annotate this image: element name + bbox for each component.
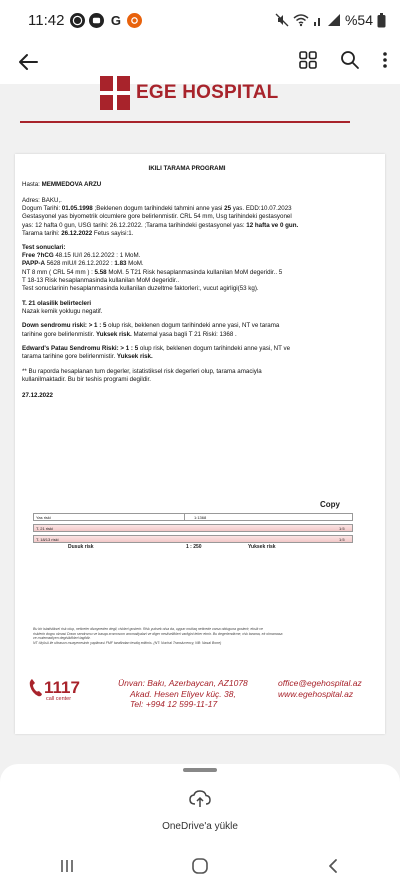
hospital-address: Ünvan: Bakı, Azerbaycan, AZ1078 Akad. Hesen Eliyev küç. 38, Tel: +994 12 599-11-17 — [118, 678, 248, 710]
t21-title: T. 21 olasilik belirtecleri — [22, 299, 92, 307]
patient-line: Hasta: MEMMEDOVA ARZU — [22, 181, 102, 189]
onedrive-upload-label: OneDrive'a yükle — [162, 821, 238, 832]
low-risk-label: Dusuk risk — [68, 544, 94, 550]
website-link: www.egehospital.az — [278, 688, 354, 699]
nt-line: NT 8 mm ( CRL 54 mm ) : 5.58 MoM. 5 T21 Risk hesaplanmasinda kullanilan MoM degeridir.. 5 — [22, 268, 283, 276]
nt-line-2: T 18-13 Risk hesaplanmasinda kullanilan MoM degeridir.. — [22, 276, 180, 284]
signal-icon — [327, 13, 341, 27]
back-arrow-icon[interactable] — [12, 46, 44, 78]
recents-icon[interactable] — [47, 851, 87, 881]
address-line: Adres: BAKU,. — [22, 196, 62, 204]
contact-footer — [28, 678, 368, 708]
message-icon — [89, 13, 104, 28]
factor-line: Test sonuclarinin hesaplanmasinda kullanilan duzeltme faktorleri:, vucut agirligi(53 kg). — [22, 285, 259, 293]
phone-icon — [28, 678, 44, 698]
t21-text: Nazak kemik yoklugu negatif. — [22, 308, 103, 316]
risk-bars — [33, 513, 353, 546]
t21-risk-bar: T. 21 riski 1:5 — [33, 524, 353, 532]
edwards-risk-line: Edward's Patau Sendromu Riski: > 1 : 5 olup risk, beklenen dogum tarihindeki anne yasi, NT ve — [22, 345, 291, 353]
hospital-web — [278, 678, 362, 699]
wifi-icon — [293, 13, 309, 27]
onedrive-upload-button[interactable] — [0, 790, 400, 832]
mute-icon — [275, 13, 289, 27]
call-center: 1117 call center — [28, 678, 80, 698]
report-heading: IKILI TARAMA PROGRAMI — [148, 165, 226, 172]
hospital-logo — [100, 76, 278, 110]
footnote: Bu bir istatistiksel risk olup, neticeler dizayneden degil, riskleri gosterir. Risk yuksek olsa da, uygun mutlaq neticede varsa olduguna gosterir, eksik ve risklerin dogru olmasi Down sendromu ve basqa xromosom anomaliyalari ve diger nesilsellikleri varligini teker etmir. Bu degerlendirme, risk tarama, ek olmamasa ve mutemadiyen degisiklikleri taglidir. NT ölçüsü ile ultrason muayenesinin yapilmasi FMF tarafindan tesdiq edilmis. (NT: Nuchal Translucency, NB: Nasal Bone) — [33, 627, 283, 645]
battery-icon — [377, 13, 386, 28]
hospital-logo-icon — [100, 76, 130, 110]
birth-line: Dogum Tarihi: 01.05.1998 ;Beklenen dogum tarihindeki tahmini anne yasi 25 yas. EDD:10.07.2023 — [22, 205, 292, 213]
t18-13-risk-bar: T. 18/13 riski 1:5 — [33, 535, 353, 543]
note-line-1: ** Bu raporda hesaplanan tum degerler, istatistiksel risk degerleri olup, tarama amaciyla — [22, 367, 262, 375]
bottom-sheet — [0, 764, 400, 844]
sheet-handle[interactable] — [183, 768, 217, 772]
search-icon[interactable] — [340, 50, 360, 75]
email-link: office@egehospital.az — [278, 678, 362, 688]
app-icon — [127, 13, 142, 28]
free-hcg-line: Free ?hCG 48.15 IU/l 26.12.2022 : 1 MoM. — [22, 251, 141, 259]
age-risk-bar: Yas riski 1:1368 — [33, 513, 353, 521]
copy-label: Copy — [320, 500, 340, 509]
header-divider — [20, 121, 350, 123]
patient-name: MEMMEDOVA ARZU — [41, 181, 102, 189]
high-risk-label: Yuksek risk — [248, 544, 276, 550]
down-risk-line-2: tarihine gore belirlenmistir. Yuksek risk. Maternal yasa bagli T 21 Riski: 1368 . — [22, 330, 237, 338]
clock: 11:42 — [28, 11, 65, 29]
hospital-name: EGE HOSPITAL — [136, 82, 279, 103]
note-line-2: kullanilmaktadir. Bu bir teshis programi degildir. — [22, 376, 151, 384]
battery-percent: %54 — [344, 12, 373, 28]
gestation-line-1: Gestasyonel yas biyometrik olcumlere gore belirlenmistir. CRL 54 mm, Usg tarihindeki gestasyonel — [22, 213, 292, 221]
grid-icon[interactable] — [298, 50, 318, 75]
system-nav-bar — [0, 844, 400, 888]
back-icon[interactable] — [313, 851, 353, 881]
gestation-line-3: Tarama tarihi: 26.12.2022 Fetus sayisi:1. — [22, 230, 134, 238]
gestation-line-2: yas: 12 hafta 0 gun, USG tarihi: 26.12.2022. ;Tarama tarihindeki gestasyonel yas: 12 hafta ve 0 gun. — [22, 221, 299, 229]
google-icon: G — [108, 13, 123, 28]
report-date: 27.12.2022 — [22, 391, 53, 399]
edwards-risk-line-2: tarama tarihine gore belirlenmistir. Yuksek risk. — [22, 353, 153, 361]
pappa-line: PAPP-A 5628 mIU/l 26.12.2022 : 1.83 MoM. — [22, 260, 144, 268]
results-title: Test sonuclari: — [22, 243, 66, 251]
more-vertical-icon[interactable] — [382, 50, 388, 75]
cutoff-label: 1 : 250 — [186, 544, 202, 550]
whatsapp-icon — [70, 13, 85, 28]
down-risk-line: Down sendromu riski: > 1 : 5 olup risk, beklenen dogum tarihindeki anne yasi, NT ve tarama — [22, 322, 280, 330]
call-signal-icon — [313, 13, 323, 27]
cloud-upload-icon — [189, 790, 211, 808]
report-body — [22, 165, 352, 400]
status-bar — [0, 0, 400, 40]
home-icon[interactable] — [180, 851, 220, 881]
